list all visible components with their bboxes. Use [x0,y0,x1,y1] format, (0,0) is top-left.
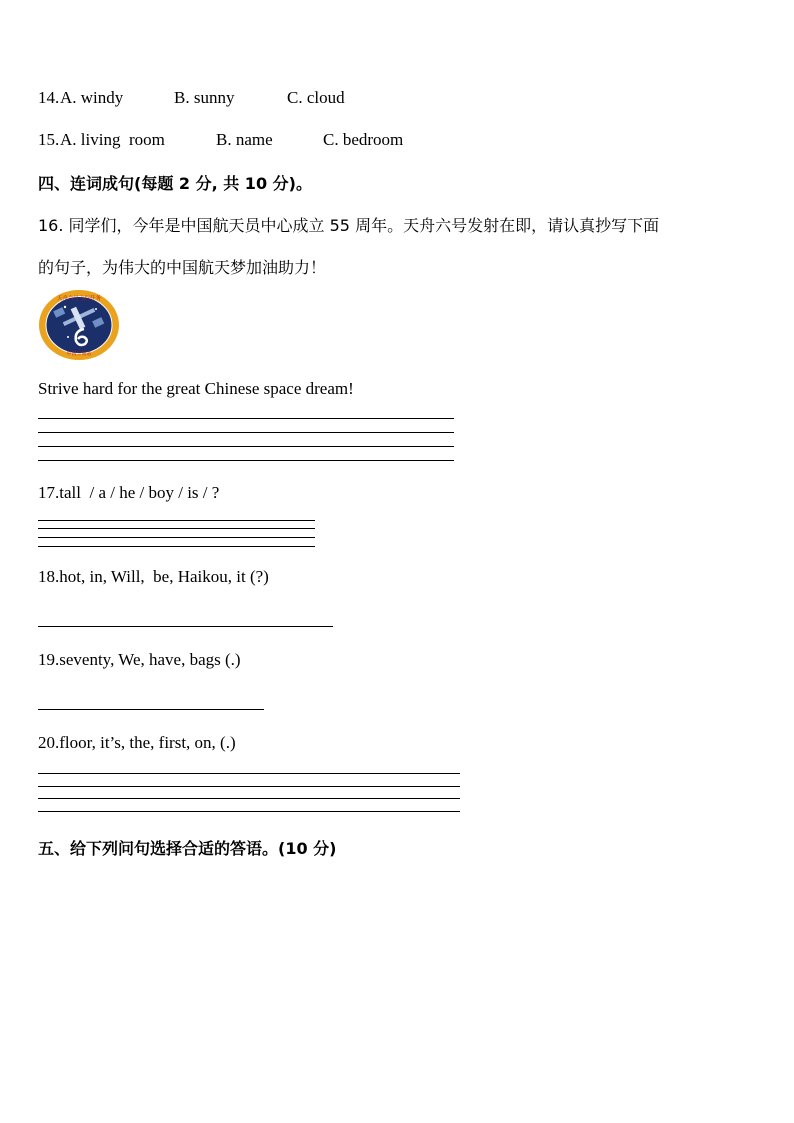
answer-line [38,528,315,529]
answer-line [38,446,454,447]
question-19: 19.seventy, We, have, bags (.) [38,650,241,669]
answer-line [38,786,460,787]
question-14-option-b: B. sunny [174,88,235,107]
emblem-top-text: 天舟六号飞行任务 [56,296,102,302]
question-16-sentence: Strive hard for the great Chinese space dream! [38,379,354,398]
answer-line [38,460,454,461]
question-15-option-b: B. name [216,130,273,149]
question-14-number: 14. [38,88,60,107]
answer-line [38,520,315,521]
answer-line [38,811,460,812]
space-mission-emblem-icon [38,289,120,361]
question-17: 17.tall / a / he / boy / is / ? [38,483,220,502]
question-16-line2: 的句子，为伟大的中国航天梦加油助力！ [38,258,327,277]
answer-line [38,418,454,419]
answer-line [38,432,454,433]
answer-line [38,709,264,710]
question-14-option-c: C. cloud [287,88,345,107]
question-16-line1: 16. 同学们，今年是中国航天员中心成立 55 周年。天舟六号发射在即，请认真抄写下面 [38,216,660,235]
question-15-option-a: A. living room [60,130,165,149]
section-5-heading: 五、给下列问句选择合适的答语。(10 分) [38,839,337,858]
question-15-option-c: C. bedroom [323,130,404,149]
answer-line [38,773,460,774]
answer-line [38,626,333,627]
answer-line [38,798,460,799]
answer-line [38,546,315,547]
emblem-bottom-text: 中国空间站 [66,351,92,357]
answer-line [38,537,315,538]
question-18: 18.hot, in, Will, be, Haikou, it (?) [38,567,269,586]
section-4-heading: 四、连词成句(每题 2 分, 共 10 分)。 [38,174,312,193]
question-20: 20.floor, it’s, the, first, on, (.) [38,733,236,752]
question-14-option-a: A. windy [60,88,124,107]
question-15-number: 15. [38,130,60,149]
